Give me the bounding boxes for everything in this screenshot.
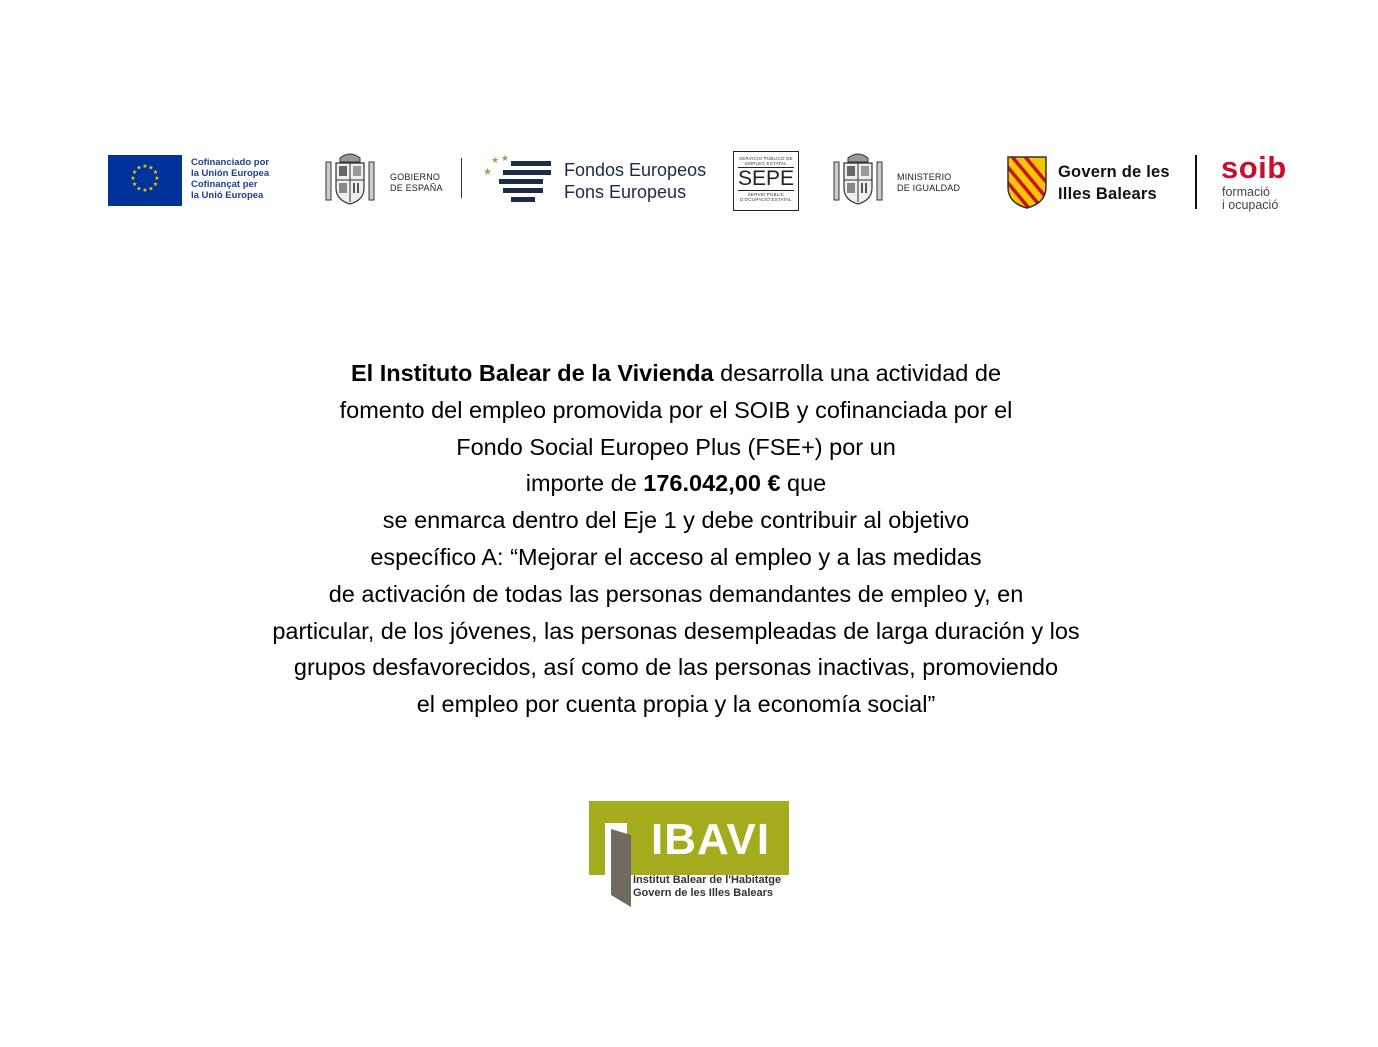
sepe-logo	[733, 151, 799, 211]
sepe-bottom-text: SERVEI PÚBLIC D'OCUPACIÓ ESTATAL	[740, 192, 792, 202]
divider	[461, 158, 462, 198]
soib-logo-word: soib	[1221, 150, 1287, 185]
svg-text:★: ★	[491, 156, 500, 166]
soib-line-1: formació	[1222, 185, 1270, 199]
svg-text:★: ★	[136, 164, 142, 172]
statement-line: grupos desfavorecidos, así como de las personas inactivas, promoviendo	[293, 654, 1059, 681]
eu-logo-text	[191, 157, 269, 201]
statement-text: que	[780, 470, 827, 497]
fondos-line-1: Fondos Europeos	[564, 160, 707, 180]
svg-text:★: ★	[154, 175, 160, 182]
soib-subtitle	[1222, 186, 1278, 212]
statement-line	[150, 355, 1202, 392]
statement-line: específico A: “Mejorar el acceso al empleo y a las medidas	[370, 543, 982, 570]
svg-text:★: ★	[131, 181, 138, 188]
spain-crest-icon	[831, 150, 885, 208]
organization-name: El Instituto Balear de la Vivienda	[350, 360, 714, 386]
balears-shield-icon	[1006, 155, 1048, 210]
svg-text:★: ★	[501, 154, 510, 164]
svg-text:★: ★	[131, 169, 138, 176]
ibavi-name: IBAVI	[651, 815, 771, 864]
ministerio-line-1: MINISTERIO	[897, 172, 952, 182]
ibavi-line-1: Institut Balear de l'Habitatge	[633, 874, 782, 886]
eu-flag-icon	[108, 155, 182, 206]
eu-line-2: la Unión Europea	[191, 168, 270, 179]
funding-statement	[150, 355, 1202, 723]
svg-text:★: ★	[142, 163, 148, 170]
svg-text:★: ★	[130, 175, 136, 182]
fondos-line-2: Fons Europeus	[564, 182, 687, 202]
statement-text: desarrolla una actividad de	[713, 360, 1002, 386]
statement-line: particular, de los jóvenes, las personas desempleadas de larga duración y los	[272, 617, 1080, 644]
svg-text:★: ★	[483, 167, 492, 178]
sepe-top-text: SERVICIO PÚBLICO DE EMPLEO ESTATAL	[739, 156, 793, 166]
statement-line	[150, 465, 1202, 502]
eu-line-3: Cofinançat per	[191, 179, 258, 190]
gobierno-line-1: GOBIERNO	[390, 172, 441, 182]
divider	[1195, 155, 1197, 209]
fondos-europeos-icon	[481, 153, 553, 203]
statement-line: de activación de todas las personas demandantes de empleo y, en	[328, 580, 1024, 607]
gobierno-line-2: DE ESPAÑA	[390, 183, 443, 193]
statement-line: fomento del empleo promovida por el SOIB y cofinanciada por el	[339, 396, 1013, 423]
statement-text: importe de	[525, 470, 644, 497]
statement-line: se enmarca dentro del Eje 1 y debe contribuir al objetivo	[382, 507, 970, 534]
svg-text:★: ★	[148, 185, 154, 193]
ibavi-subtitle	[633, 874, 781, 900]
funding-amount: 176.042,00 €	[643, 470, 781, 497]
statement-line: el empleo por cuenta propia y la economía social”	[416, 691, 936, 718]
svg-text:★: ★	[136, 185, 142, 193]
ibavi-line-2: Govern de les Illes Balears	[633, 887, 774, 899]
fondos-text	[564, 159, 706, 203]
soib-line-2: i ocupació	[1222, 198, 1279, 212]
govern-line-1: Govern de les	[1058, 163, 1170, 181]
govern-line-2: Illes Balears	[1058, 185, 1157, 203]
svg-text:★: ★	[152, 169, 159, 176]
spain-crest-icon	[323, 150, 377, 208]
eu-line-4: la Unió Europea	[191, 190, 264, 201]
govern-text	[1058, 161, 1170, 205]
ministerio-text	[897, 172, 960, 194]
ibavi-door-icon	[605, 823, 635, 907]
svg-text:★: ★	[152, 181, 159, 188]
ministerio-line-2: DE IGUALDAD	[897, 183, 961, 193]
sepe-name: SEPE	[738, 167, 795, 190]
svg-text:★: ★	[148, 164, 154, 172]
statement-line: Fondo Social Europeo Plus (FSE+) por un	[456, 433, 896, 460]
eu-line-1: Cofinanciado por	[191, 157, 270, 168]
svg-text:★: ★	[142, 187, 148, 194]
gobierno-text	[390, 172, 443, 194]
logo-bar	[0, 0, 1378, 230]
